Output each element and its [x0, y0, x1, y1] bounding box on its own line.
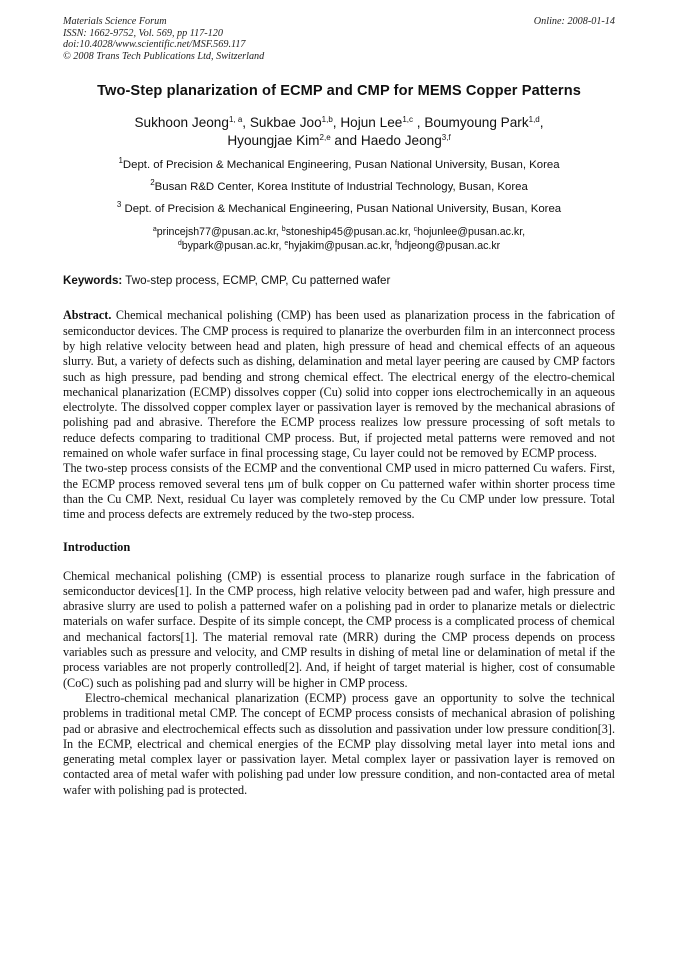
- author-name: Sukbae Joo: [249, 115, 322, 131]
- author-name: Sukhoon Jeong: [134, 115, 229, 131]
- author-name: Hyoungjae Kim: [227, 133, 320, 149]
- author-sup: 1, a: [228, 115, 243, 125]
- email-sup: b: [281, 226, 286, 234]
- email-link[interactable]: stoneship45@pusan.ac.kr: [285, 226, 408, 239]
- author-sup: 1,d: [528, 115, 540, 125]
- email-link[interactable]: hyjakim@pusan.ac.kr: [288, 240, 390, 253]
- abstract-label: Abstract.: [63, 308, 112, 323]
- affiliation-3: [63, 200, 615, 216]
- journal-header: [63, 16, 615, 62]
- keywords: [63, 274, 615, 287]
- affiliation-text: Busan R&D Center, Korea Institute of Industrial Technology, Busan, Korea: [154, 181, 528, 194]
- journal-name: Materials Science Forum: [63, 16, 167, 27]
- affiliation-1: [63, 156, 615, 172]
- paper-page: [63, 16, 615, 798]
- email-sup: d: [177, 240, 182, 248]
- email-list: $^a$princejsh77@pusan.ac.kr, $^b$stoneship45@pusan.ac.kr, $^c$hojunlee@pusan.ac.kr, $^d$bypark@pusan.ac.kr, $^e$hyjakim@pusan.ac.kr, $^f$hdjeong@pusan.ac.kr: [152, 226, 526, 253]
- email-link[interactable]: princejsh77@pusan.ac.kr: [156, 226, 276, 239]
- email-link[interactable]: hdjeong@pusan.ac.kr: [396, 240, 501, 253]
- email-sup: c: [413, 226, 418, 234]
- intro-paragraph-2: Electro-chemical mechanical planarization (ECMP) process gave an opportunity to solve the technical problems in traditional metal CMP. The concept of ECMP process consists of mechanical abrasion of polishing pad or abrasive and electrochemical effects such as dissolution and passivation under low pressure condition[3]. In the ECMP, electrical and chemical energies of the ECMP play dissolving metal layer into metal ions and generating metal complex layer or passivation layer. Metal complex layer or passivation layer is removed on contacted area of metal wafer with polishing pad under low pressure condition, and non-contacted area of metal wafer with polishing pad is protected.: [63, 690, 615, 797]
- keywords-label: Keywords:: [63, 274, 123, 288]
- doi: doi:10.4028/www.scientific.net/MSF.569.117: [63, 39, 246, 51]
- email-sup: a: [152, 226, 157, 234]
- author-name: Haedo Jeong: [360, 133, 442, 149]
- abstract-paragraph-1: [63, 308, 615, 461]
- affiliation-text: Dept. of Precision & Mechanical Engineering, Pusan National University, Busan, Korea: [122, 159, 560, 172]
- author-and: and: [334, 133, 358, 149]
- email-sup: f: [394, 240, 397, 248]
- author-name: Hojun Lee: [340, 115, 403, 131]
- author-sup: 2,e: [319, 133, 331, 143]
- email-sup: e: [284, 240, 289, 248]
- copyright: © 2008 Trans Tech Publications Ltd, Switzerland: [63, 50, 265, 62]
- affiliation-sup: 1: [118, 156, 123, 166]
- affiliation-sup: 2: [150, 178, 155, 188]
- author-name: Boumyoung Park: [424, 115, 529, 131]
- issn: ISSN: 1662-9752, Vol. 569, pp 117-120: [63, 27, 223, 39]
- intro-paragraph-1: Chemical mechanical polishing (CMP) is essential process to planarize rough surface in the fabrication of semiconductor devices[1]. In the CMP process, high relative velocity between pad and wafer, high pressure and abrasive slurry are used to polish a patterned wafer on a polishing pad in order to planarize metals or dielectric materials on wafer surface. Despite of its simple concept, the CMP process is a complicated process of chemical and mechanical factors[1]. The material removal rate (MRR) during the CMP process depends on process variables such as pressure and velocity, and CMP results in dishing of metal line or delamination of metal if the process variables are not properly controlled[2]. And, if height of target material is higher, cost of consumable (CoC) such as polishing pad and slurry will be higher in CMP process.: [63, 568, 615, 690]
- affiliation-text: Dept. of Precision & Mechanical Engineering, Pusan National University, Busan, Korea: [121, 203, 562, 216]
- affiliation-sup: 3: [116, 200, 122, 210]
- author-sup: 1,b: [321, 115, 333, 125]
- online-date: Online: 2008-01-14: [533, 16, 615, 27]
- abstract-text: Chemical mechanical polishing (CMP) has been used as planarization process in the fabrication of semiconductor devices. The CMP process is required to planarize the overburden film in an interconnect process by high relative velocity between head and platen, high pressure of head and chemical effects of an aqueous slurry. But, a variety of defects such as dishing, delamination and metal layer peering are caused by CMP factors such as high pressure, pad bending and strong chemical effect. The electrical energy of the electro-chemical mechanical planarization (ECMP) dissolves copper (Cu) solid into copper ions electrochemically in an aqueous electrolyte. The dissolved copper complex layer or passivation layer is removed by the mechanical abrasions of polishing pad and abrasive. Therefore the ECMP process realizes low pressure processing of soft metals to reduce defects comparing to traditional CMP process. But, if projected metal patterns were removed and not remained on whole wafer surface in final processing stage, Cu layer could not be removed by ECMP process.: [63, 308, 615, 461]
- author-sup: 1,c: [402, 115, 413, 125]
- section-heading-introduction: Introduction: [63, 539, 131, 554]
- author-list: Sukhoon Jeong$^{1, a}$, Sukbae Joo$^{1,b}$, Hojun Lee$^{1,c}$ , Boumyoung Park$^{1,d}$, Hyoungjae Kim$^{2,e}$ and Haedo Jeong$^{3,f}$: [134, 115, 544, 149]
- abstract-paragraph-2: The two-step process consists of the ECMP and the conventional CMP used in micro patterned Cu wafers. First, the ECMP process removed several tens μm of bulk copper on Cu patterned wafer within shorter process time than the Cu CMP. Next, residual Cu layer was completely removed by the Cu CMP under low pressure. Total time and process defects are extremely reduced by the two-step process.: [63, 461, 615, 522]
- keywords-text: Two-step process, ECMP, CMP, Cu patterned wafer: [122, 274, 391, 288]
- email-link[interactable]: hojunlee@pusan.ac.kr: [417, 226, 523, 239]
- affiliation-2: [63, 178, 615, 194]
- author-sup: 3,f: [441, 133, 451, 143]
- email-link[interactable]: bypark@pusan.ac.kr: [181, 240, 279, 253]
- paper-title: Two-Step planarization of ECMP and CMP for MEMS Copper Patterns: [97, 83, 581, 100]
